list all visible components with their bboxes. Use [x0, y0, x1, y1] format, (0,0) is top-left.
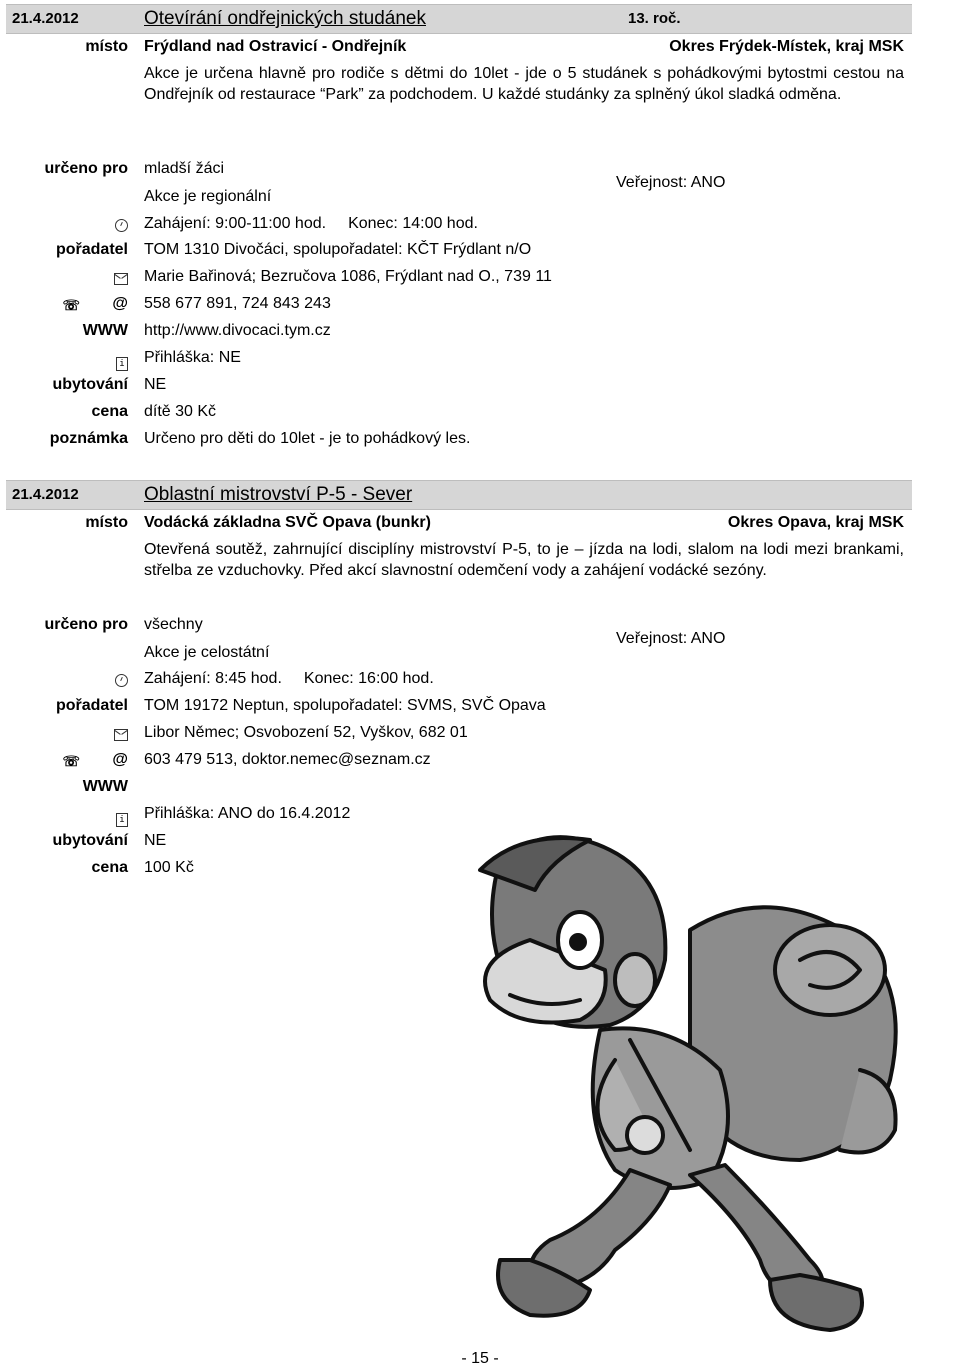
accommodation-row	[0, 376, 960, 398]
address-value: Libor Němec; Osvobození 52, Vyškov, 682 01	[144, 724, 468, 741]
event-header	[6, 4, 912, 34]
accommodation-value: NE	[144, 832, 167, 849]
event-title: Oblastní mistrovství P-5 - Sever	[144, 484, 413, 505]
public-status: Veřejnost: ANO	[616, 630, 726, 647]
for-value: všechny	[144, 616, 203, 633]
price-row	[0, 403, 960, 425]
event-date: 21.4.2012	[12, 486, 79, 503]
time-row	[0, 215, 960, 237]
place-value: Frýdland nad Ostravicí - Ondřejník	[144, 38, 407, 55]
hiker-illustration	[440, 820, 960, 1340]
price-value: 100 Kč	[144, 859, 194, 876]
registration-row	[0, 349, 960, 371]
price-value: dítě 30 Kč	[144, 403, 217, 420]
for-row	[0, 160, 960, 182]
start-time: Zahájení: 8:45 hod.	[144, 670, 282, 687]
address-value: Marie Bařinová; Bezručova 1086, Frýdlant nad O., 739 11	[144, 268, 552, 285]
organizer-label: pořadatel	[55, 241, 128, 258]
time-row	[0, 670, 960, 692]
accommodation-label: ubytování	[52, 832, 128, 849]
event-year: 13. roč.	[628, 10, 681, 27]
event-description: Akce je určena hlavně pro rodiče s dětmi do 10let - jde o 5 studánek s pohádkovými bytostmi cestou na Ondřejník od restaurace “Park” za podchodem. U každé studánky za splněný úkol sladká odměna.	[144, 65, 904, 103]
organizer-row	[0, 697, 960, 719]
place-label: místo	[85, 514, 128, 531]
contact-row	[0, 751, 960, 773]
event-header	[6, 480, 912, 510]
www-label: WWW	[82, 778, 128, 795]
scope-value: Akce je regionální	[144, 188, 272, 205]
contact-label: @	[112, 751, 128, 768]
contact-row	[0, 295, 960, 317]
for-label: určeno pro	[44, 616, 128, 633]
clock-icon	[115, 670, 128, 690]
info-icon: i	[116, 805, 128, 825]
price-label: cena	[91, 403, 128, 420]
scope-value: Akce je celostátní	[144, 644, 270, 661]
for-label: určeno pro	[44, 160, 128, 177]
district: Okres Frýdek-Místek, kraj MSK	[669, 38, 904, 55]
event-description: Otevřená soutěž, zahrnující disciplíny mistrovství P-5, to je – jízda na lodi, slalom na lodi mezi brankami, střelba ze vzduchovky. Před akcí slavnostní odemčení vody a zahájení vodácké sezóny.	[144, 541, 904, 579]
organizer-value: TOM 1310 Divočáci, spolupořadatel: KČT Frýdlant n/O	[144, 241, 532, 258]
address-row	[0, 268, 960, 290]
price-label: cena	[91, 859, 128, 876]
clock-icon	[115, 215, 128, 235]
note-label: poznámka	[49, 430, 128, 447]
info-icon: i	[116, 349, 128, 369]
place-row	[0, 514, 960, 536]
www-label: WWW	[82, 322, 128, 339]
page-number: - 15 -	[461, 1350, 499, 1367]
envelope-icon	[114, 724, 128, 744]
for-value: mladší žáci	[144, 160, 225, 177]
organizer-value: TOM 19172 Neptun, spolupořadatel: SVMS, SVČ Opava	[144, 697, 546, 714]
organizer-row	[0, 241, 960, 263]
phone-icon: ☏	[62, 297, 80, 313]
www-row	[0, 778, 960, 800]
end-time: Konec: 14:00 hod.	[348, 215, 478, 232]
note-value: Určeno pro děti do 10let - je to pohádkový les.	[144, 430, 471, 447]
www-link[interactable]: http://www.divocaci.tym.cz	[144, 322, 331, 339]
accommodation-label: ubytování	[52, 376, 128, 393]
note-row	[0, 430, 960, 452]
www-row	[0, 322, 960, 344]
for-row	[0, 616, 960, 638]
registration-value: Přihláška: NE	[144, 349, 241, 366]
event-date: 21.4.2012	[12, 10, 79, 27]
scope-row	[0, 188, 960, 210]
organizer-label: pořadatel	[55, 697, 128, 714]
scope-row	[0, 644, 960, 666]
registration-value: Přihláška: ANO do 16.4.2012	[144, 805, 351, 822]
phone-icon: ☏	[62, 753, 80, 769]
place-value: Vodácká základna SVČ Opava (bunkr)	[144, 514, 431, 531]
contact-value: 603 479 513, doktor.nemec@seznam.cz	[144, 751, 431, 768]
envelope-icon	[114, 268, 128, 288]
contact-label: @	[112, 295, 128, 312]
public-status: Veřejnost: ANO	[616, 174, 726, 191]
start-time: Zahájení: 9:00-11:00 hod.	[144, 215, 327, 232]
address-row	[0, 724, 960, 746]
accommodation-value: NE	[144, 376, 167, 393]
event-title: Otevírání ondřejnických studánek	[144, 8, 426, 29]
contact-value: 558 677 891, 724 843 243	[144, 295, 331, 312]
place-label: místo	[85, 38, 128, 55]
district: Okres Opava, kraj MSK	[727, 514, 904, 531]
end-time: Konec: 16:00 hod.	[303, 670, 434, 687]
place-row	[0, 38, 960, 60]
